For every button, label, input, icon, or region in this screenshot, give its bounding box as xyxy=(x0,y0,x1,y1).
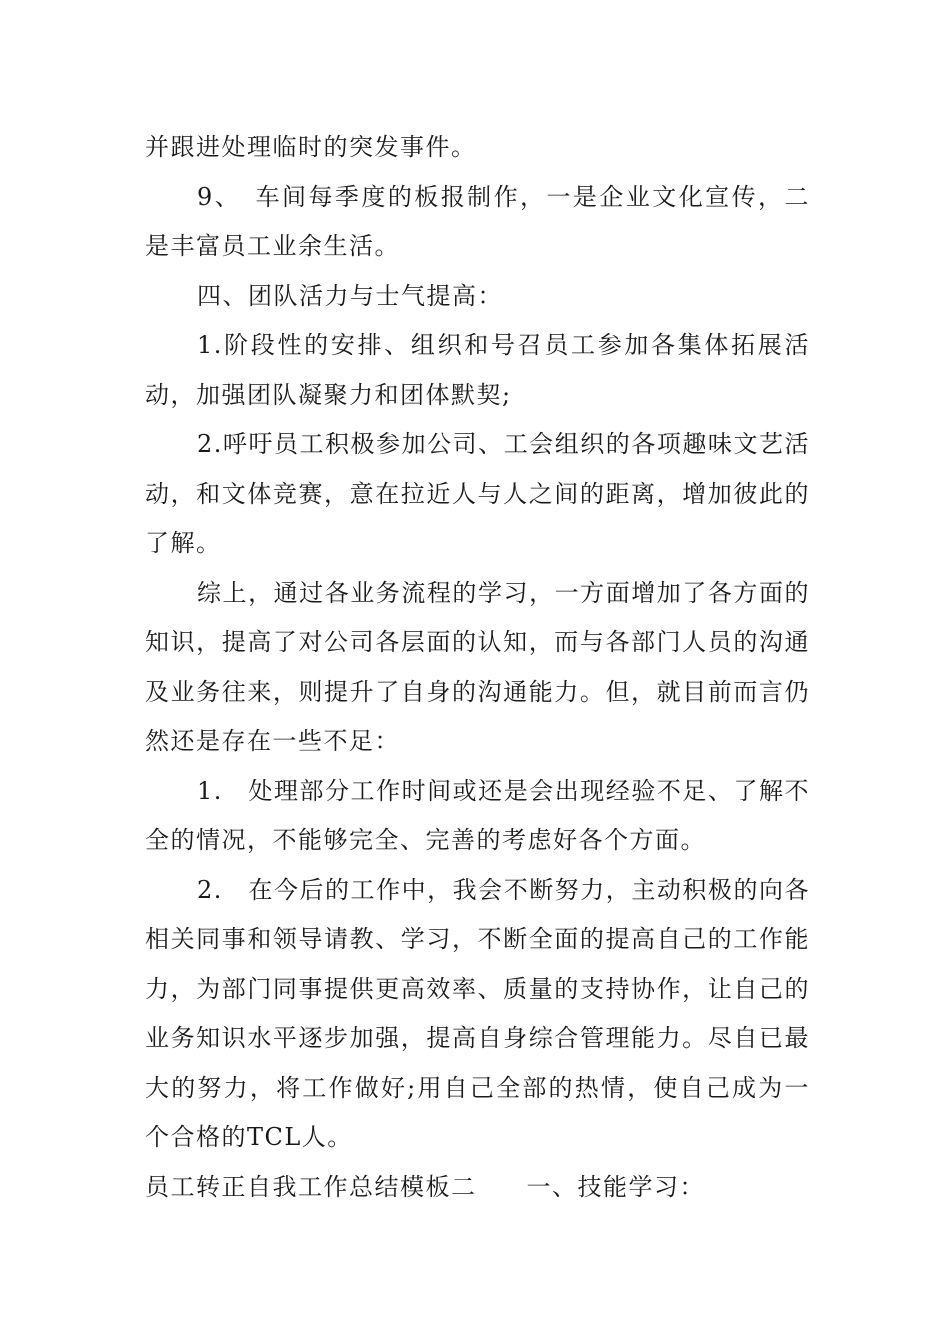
paragraph-shortcoming-2: 2. 在今后的工作中，我会不断努力，主动积极的向各相关同事和领导请教、学习，不断全面的提高自己的工作能力，为部门同事提供更高效率、质量的支持协作，让自己的业务知识水平逐步加强，提高自身综合管理能力。尽自已最大的努力，将工作做好;用自己全部的热情，使自己成为一个合格的TCL人。 xyxy=(145,875,810,1151)
document-body xyxy=(145,123,810,1212)
paragraph-summary: 综上，通过各业务流程的学习，一方面增加了各方面的知识，提高了对公司各层面的认知，而与各部门人员的沟通及业务往来，则提升了自身的沟通能力。但，就目前而言仍然还是存在一些不足： xyxy=(145,578,810,755)
paragraph-team-item-1: 1.阶段性的安排、组织和号召员工参加各集体拓展活动，加强团队凝聚力和团体默契; xyxy=(145,331,810,409)
next-section-subheading: 一、技能学习： xyxy=(526,1172,705,1201)
next-section-heading-line xyxy=(145,1163,810,1213)
paragraph-continuation: 并跟进处理临时的突发事件。 xyxy=(145,133,477,161)
paragraph-item-9: 9、 车间每季度的板报制作，一是企业文化宣传，二是丰富员工业余生活。 xyxy=(145,182,810,260)
next-section-title: 员工转正自我工作总结模板二 xyxy=(145,1172,477,1201)
section-heading-team: 四、团队活力与士气提高： xyxy=(197,281,503,310)
paragraph-shortcoming-1: 1. 处理部分工作时间或还是会出现经验不足、了解不全的情况，不能够完全、完善的考虑好各个方面。 xyxy=(145,776,810,854)
paragraph-team-item-2: 2.呼吁员工积极参加公司、工会组织的各项趣味文艺活动，和文体竞赛，意在拉近人与人之间的距离，增加彼此的了解。 xyxy=(145,430,810,557)
